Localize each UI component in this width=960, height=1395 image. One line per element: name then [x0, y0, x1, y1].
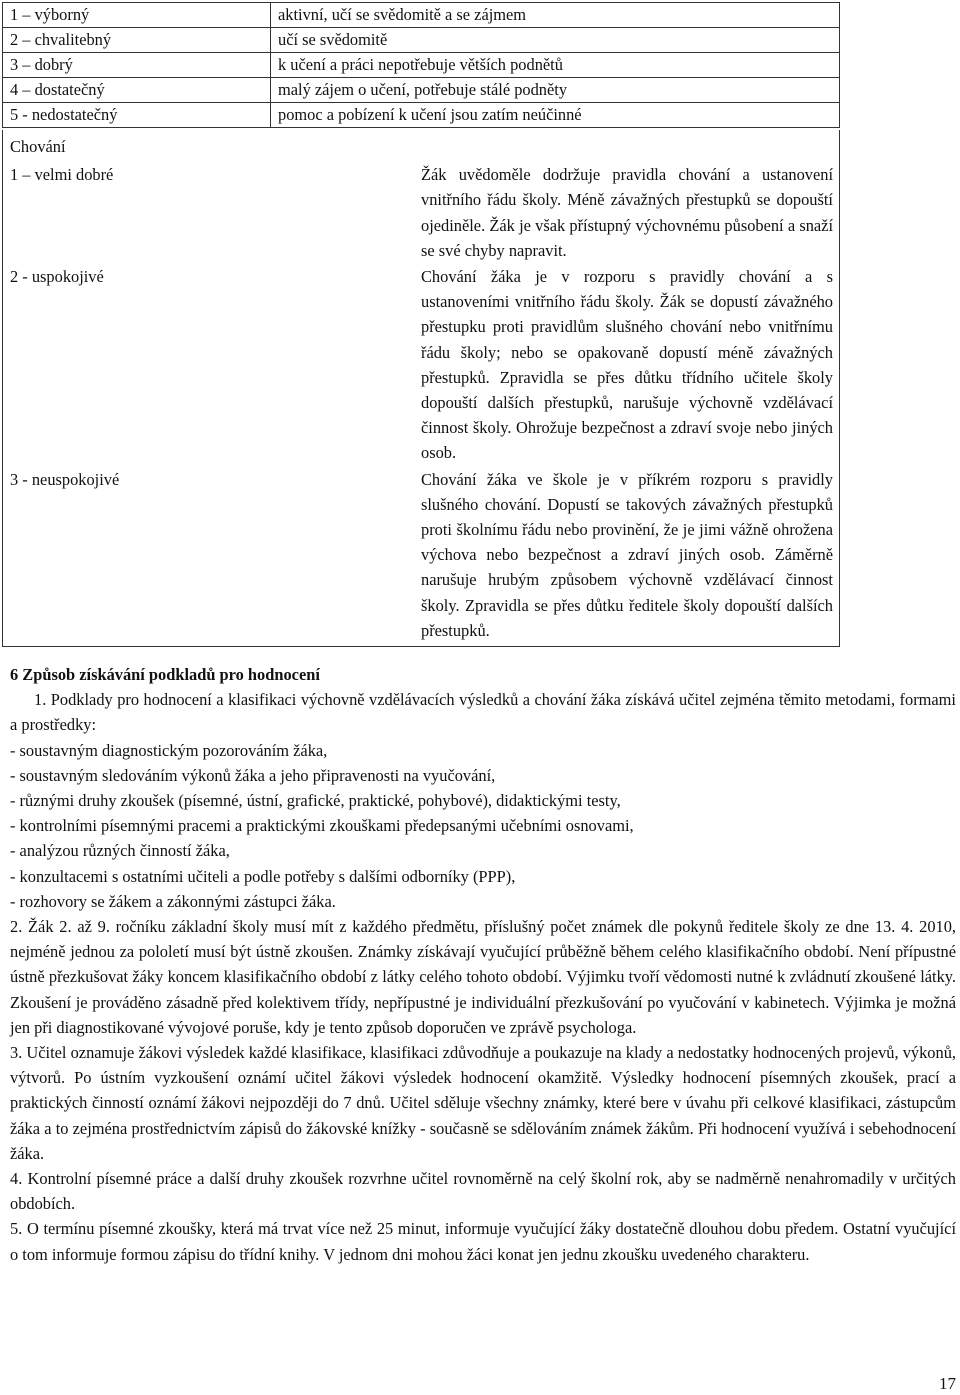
- grade-description: pomoc a pobízení k učení jsou zatím neúčinné: [271, 103, 840, 128]
- paragraph-1: 1. Podklady pro hodnocení a klasifikaci výchovně vzdělávacích výsledků a chování žáka získává učitel zejména těmito metodami, formami a prostředky:: [10, 690, 956, 735]
- grade-label: 1 – výborný: [3, 3, 271, 28]
- list-item: - kontrolními písemnými pracemi a praktickými zkouškami předepsanými učebními osnovami,: [10, 816, 634, 836]
- behavior-description-text: Chování žáka je v rozporu s pravidly chování a s ustanoveními vnitřního řádu školy. Žák se dopustí závažného přestupku proti pravidlům slušného chování nebo vnitřnímu řádu školy; nebo se opakovaně dopustí méně závažných přestupků. Zpravidla se přes důtku třídního učitele školy dopouští dalších přestupků, narušuje výchovně vzdělávací činnost školy. Ohrožuje bezpečnost a zdraví svoje nebo jiných osob.: [421, 267, 833, 463]
- behavior-table: [2, 130, 840, 647]
- behavior-grade-label: 1 – velmi dobré: [10, 165, 114, 185]
- section-heading: 6 Způsob získávání podkladů pro hodnocení: [10, 665, 320, 684]
- table-row: [3, 53, 840, 78]
- list-item: - konzultacemi s ostatními učiteli a podle potřeby s dalšími odborníky (PPP),: [10, 866, 516, 886]
- list-item: - soustavným diagnostickým pozorováním žáka,: [10, 740, 328, 760]
- grade-description: učí se svědomitě: [271, 28, 840, 53]
- table-row: [3, 3, 840, 28]
- paragraph-2: 2. Žák 2. až 9. ročníku základní školy musí mít z každého předmětu, příslušný počet známek dle pokynů ředitele školy ze dne 13. 4. 2010, nejméně jednou za pololetí musí být ústně zkoušen. Známky získávají vyučující průběžně během celého klasifikačního období. Není přípustné ústně přezkušovat žáky koncem klasifikačního období z látky celého tohoto období. Výjimku tvoří vědomosti nutné k zvládnutí zkoušené látky. Zkoušení je prováděno zásadně před kolektivem třídy, nepřípustné je individuální přezkušování po vyučování v kabinetech. Výjimka je možná jen při diagnostikované vývojové poruše, kdy je tento způsob doporučen ve zprávě psychologa.: [10, 917, 956, 1037]
- paragraph-3: 3. Učitel oznamuje žákovi výsledek každé klasifikace, klasifikaci zdůvodňuje a poukazuje na klady a nedostatky hodnocených projevů, výkonů, výtvorů. Po ústním vyzkoušení oznámí učitel žákovi výsledek hodnocení okamžitě. Výsledky hodnocení písemných zkoušek, prací a praktických činností oznámí žákovi nejpozději do 7 dnů. Učitel sděluje všechny známky, které bere v úvahu při celkové klasifikaci, zástupcům žáka a to zejména prostřednictvím zápisů do žákovské knížky - současně se sdělováním známek žákům. Při hodnocení využívá i sebehodnocení žáka.: [10, 1043, 956, 1163]
- behavior-description: [421, 466, 840, 647]
- behavior-description-text: Chování žáka ve škole je v příkrém rozporu s pravidly slušného chování. Dopustí se takových závažných přestupků proti školnímu řádu nebo provinění, že je jimi vážně ohrožena výchova nebo bezpečnost a zdraví jiných osob. Záměrně narušuje hrubým způsobem výchovně vzdělávací činnost školy. Zpravidla se přes důtku ředitele školy dopouští dalších přestupků.: [421, 469, 833, 640]
- behavior-title-row: [3, 130, 840, 159]
- table-row: [3, 263, 840, 466]
- grade-label: 4 – dostatečný: [3, 78, 271, 103]
- list-item: - různými druhy zkoušek (písemné, ústní, grafické, praktické, pohybové), didaktickými testy,: [10, 791, 621, 811]
- behavior-description: [421, 263, 840, 466]
- paragraph-4: 4. Kontrolní písemné práce a další druhy zkoušek rozvrhne učitel rovnoměrně na celý školní rok, aby se nadměrně nenahromadily v určitých obdobích.: [10, 1169, 956, 1214]
- list-item: - soustavným sledováním výkonů žáka a jeho připravenosti na vyučování,: [10, 765, 496, 785]
- assessment-section: [10, 662, 956, 1267]
- table-row: [3, 28, 840, 53]
- paragraph-5: 5. O termínu písemné zkoušky, která má trvat více než 25 minut, informuje vyučující žáky dostatečně dlouhou dobu předem. Ostatní vyučující o tom informuje formou zápisu do třídní knihy. V jednom dni mohou žáci konat jen jednu zkoušku uvedeného charakteru.: [10, 1219, 956, 1264]
- grade-label: 2 – chvalitebný: [3, 28, 271, 53]
- grade-description: malý zájem o učení, potřebuje stálé podněty: [271, 78, 840, 103]
- grade-scale-table: [2, 2, 840, 128]
- behavior-grade-label: 2 - uspokojivé: [10, 267, 104, 287]
- table-row: [3, 159, 840, 263]
- table-row: [3, 78, 840, 103]
- behavior-description-text: Žák uvědoměle dodržuje pravidla chování a ustanovení vnitřního řádu školy. Méně závažných přestupků se dopouští ojediněle. Žák je však přístupný výchovnému působení a snaží se své chyby napravit.: [421, 165, 833, 260]
- grade-label: 3 – dobrý: [3, 53, 271, 78]
- behavior-title: Chování: [10, 137, 66, 156]
- behavior-grade-label: 3 - neuspokojivé: [10, 469, 120, 489]
- grade-description: k učení a práci nepotřebuje větších podnětů: [271, 53, 840, 78]
- table-row: [3, 466, 840, 647]
- list-item: - analýzou různých činností žáka,: [10, 841, 230, 861]
- behavior-description: [421, 159, 840, 263]
- page-number: 17: [939, 1374, 956, 1393]
- grade-description: aktivní, učí se svědomitě a se zájmem: [271, 3, 840, 28]
- grade-label: 5 - nedostatečný: [3, 103, 271, 128]
- table-row: [3, 103, 840, 128]
- list-item: - rozhovory se žákem a zákonnými zástupci žáka.: [10, 891, 336, 911]
